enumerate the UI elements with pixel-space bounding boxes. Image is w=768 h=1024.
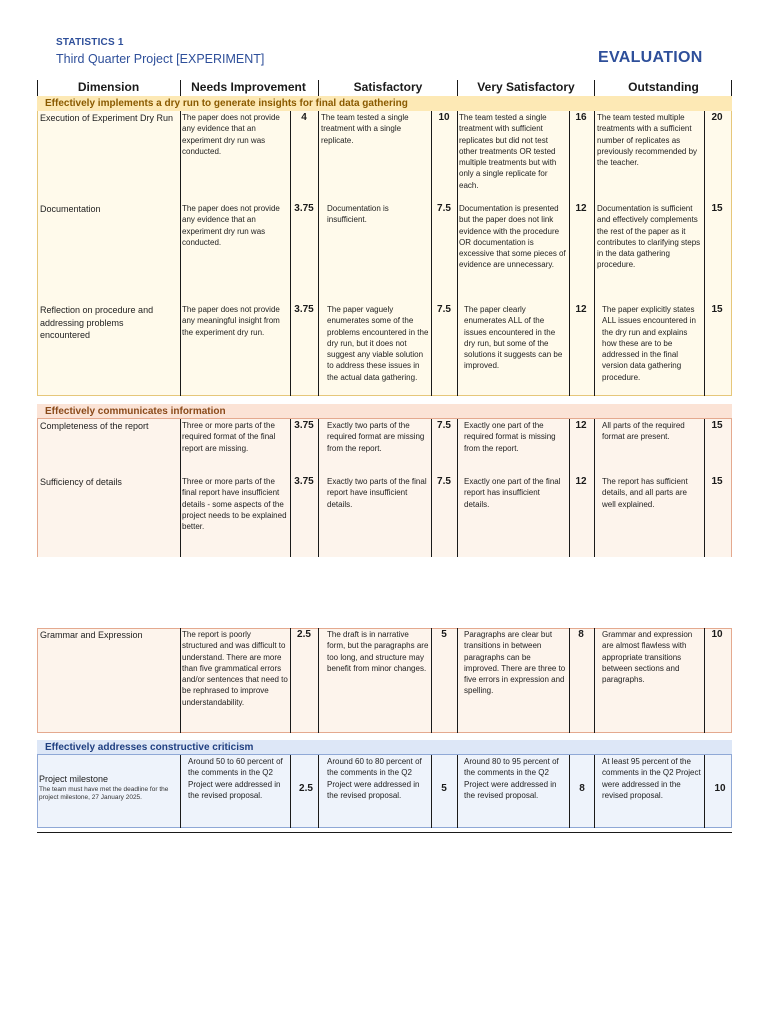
score-needs-improvement: 3.75	[294, 420, 314, 431]
dimension-label: Completeness of the report	[40, 421, 149, 431]
score-very-satisfactory: 16	[575, 112, 587, 123]
score-satisfactory: 7.5	[437, 420, 451, 431]
criteria-very-satisfactory: The team tested a single treatment with sufficient replicates but did not test other treatments OR tested multiple treatments but with only a single replicate for each.	[459, 113, 557, 190]
page-title: EVALUATION	[598, 49, 703, 66]
criteria-satisfactory: The draft is in narrative form, but the paragraphs are too long, and structure may benefit from minor changes.	[327, 630, 429, 673]
score-needs-improvement: 3.75	[294, 203, 314, 214]
criteria-satisfactory: Exactly two parts of the required format are missing from the report.	[327, 421, 425, 453]
criteria-needs-improvement: The report is poorly structured and was difficult to understand. There are more than five grammatical errors and/or sentences that need to be rephrased to improve understandability.	[182, 630, 288, 707]
score-satisfactory: 5	[441, 783, 447, 794]
column-header-needs-improvement: Needs Improvement	[191, 80, 306, 94]
criteria-very-satisfactory: Around 80 to 95 percent of the comments in the Q2 Project were addressed in the revised proposal.	[464, 757, 559, 800]
score-very-satisfactory: 12	[575, 420, 587, 431]
score-needs-improvement: 2.5	[299, 783, 313, 794]
section-title: Effectively implements a dry run to generate insights for final data gathering	[37, 96, 732, 111]
column-header-very-satisfactory: Very Satisfactory	[477, 80, 575, 94]
score-satisfactory: 7.5	[437, 476, 451, 487]
criteria-outstanding: The report has sufficient details, and all parts are well explained.	[602, 477, 688, 509]
score-satisfactory: 10	[438, 112, 450, 123]
criteria-needs-improvement: Three or more parts of the final report have insufficient details - some aspects of the project needs to be explained better.	[182, 477, 287, 532]
column-header-outstanding: Outstanding	[628, 80, 699, 94]
criteria-outstanding: All parts of the required format are present.	[602, 421, 685, 442]
criteria-satisfactory: Exactly two parts of the final report have insufficient details.	[327, 477, 427, 509]
criteria-outstanding: The team tested multiple treatments with a sufficient number of replicates as previously recommended by the teacher.	[597, 113, 698, 168]
criteria-very-satisfactory: Exactly one part of the required format is missing from the report.	[464, 421, 556, 453]
score-very-satisfactory: 12	[575, 476, 587, 487]
score-outstanding: 10	[714, 783, 726, 794]
score-very-satisfactory: 8	[578, 629, 584, 640]
column-header-dimension: Dimension	[77, 80, 140, 94]
section-title: Effectively communicates information	[37, 404, 732, 419]
criteria-very-satisfactory: Paragraphs are clear but transitions in between paragraphs can be improved. There are three to five errors in expression and spelling.	[464, 630, 566, 696]
score-satisfactory: 5	[441, 629, 447, 640]
criteria-satisfactory: Around 60 to 80 percent of the comments in the Q2 Project were addressed in the revised proposal.	[327, 757, 422, 800]
criteria-satisfactory: Documentation is insufficient.	[327, 204, 389, 225]
dimension-note: The team must have met the deadline for the project milestone, 27 January 2025.	[39, 786, 169, 801]
criteria-needs-improvement: The paper does not provide any meaningful insight from the experiment dry run.	[182, 305, 280, 337]
score-satisfactory: 7.5	[437, 203, 451, 214]
criteria-outstanding: Documentation is sufficient and effectively complements the rest of the paper as it contributes to clarifying steps in the data gathering procedure.	[597, 204, 701, 270]
dimension-label: Reflection on procedure and addressing problems encountered	[40, 305, 154, 340]
score-needs-improvement: 3.75	[294, 304, 314, 315]
criteria-satisfactory: The team tested a single treatment with a single replicate.	[321, 113, 409, 145]
criteria-needs-improvement: Three or more parts of the required format of the final report are missing.	[182, 421, 276, 453]
column-header-satisfactory: Satisfactory	[353, 80, 423, 94]
score-outstanding: 15	[711, 304, 723, 315]
criteria-outstanding: The paper explicitly states ALL issues encountered in the dry run and explains how these are to be addressed in the final version data gathering procedure.	[602, 305, 696, 382]
criteria-very-satisfactory: Documentation is presented but the paper does not link evidence with the procedure OR documentation is excessive that some pieces of evidence are unnecessary.	[459, 204, 566, 270]
score-outstanding: 15	[711, 420, 723, 431]
criteria-needs-improvement: The paper does not provide any evidence that an experiment dry run was conducted.	[182, 113, 280, 156]
criteria-outstanding: Grammar and expression are almost flawless with appropriate transitions between sections and paragraphs.	[602, 630, 693, 685]
score-very-satisfactory: 8	[579, 783, 585, 794]
score-very-satisfactory: 12	[575, 203, 587, 214]
score-needs-improvement: 3.75	[294, 476, 314, 487]
criteria-satisfactory: The paper vaguely enumerates some of the problems encountered in the dry run, but it does not suggest any viable solution to address these issues in the actual data gathering.	[327, 305, 429, 382]
table-bottom-divider	[37, 832, 732, 833]
criteria-needs-improvement: Around 50 to 60 percent of the comments in the Q2 Project were addressed in the revised proposal.	[188, 757, 283, 800]
criteria-outstanding: At least 95 percent of the comments in the Q2 Project were addressed in the revised proposal.	[602, 757, 701, 800]
criteria-needs-improvement: The paper does not provide any evidence that an experiment dry run was conducted.	[182, 204, 280, 247]
section-title: Effectively addresses constructive criticism	[37, 740, 732, 755]
score-needs-improvement: 2.5	[297, 629, 311, 640]
score-very-satisfactory: 12	[575, 304, 587, 315]
dimension-label: Grammar and Expression	[40, 630, 143, 640]
dimension-label: Sufficiency of details	[40, 477, 122, 487]
dimension-label: Documentation	[40, 204, 101, 214]
dimension-label: Project milestone	[39, 774, 109, 784]
course-label: STATISTICS 1	[56, 37, 124, 48]
score-needs-improvement: 4	[301, 112, 307, 123]
dimension-label: Execution of Experiment Dry Run	[40, 113, 174, 123]
criteria-very-satisfactory: Exactly one part of the final report has insufficient details.	[464, 477, 561, 509]
score-satisfactory: 7.5	[437, 304, 451, 315]
score-outstanding: 15	[711, 203, 723, 214]
score-outstanding: 20	[711, 112, 723, 123]
score-outstanding: 10	[711, 629, 723, 640]
project-title: Third Quarter Project [EXPERIMENT]	[56, 52, 265, 66]
score-outstanding: 15	[711, 476, 723, 487]
criteria-very-satisfactory: The paper clearly enumerates ALL of the issues encountered in the dry run, but some of the solutions it suggests can be improved.	[464, 305, 563, 371]
